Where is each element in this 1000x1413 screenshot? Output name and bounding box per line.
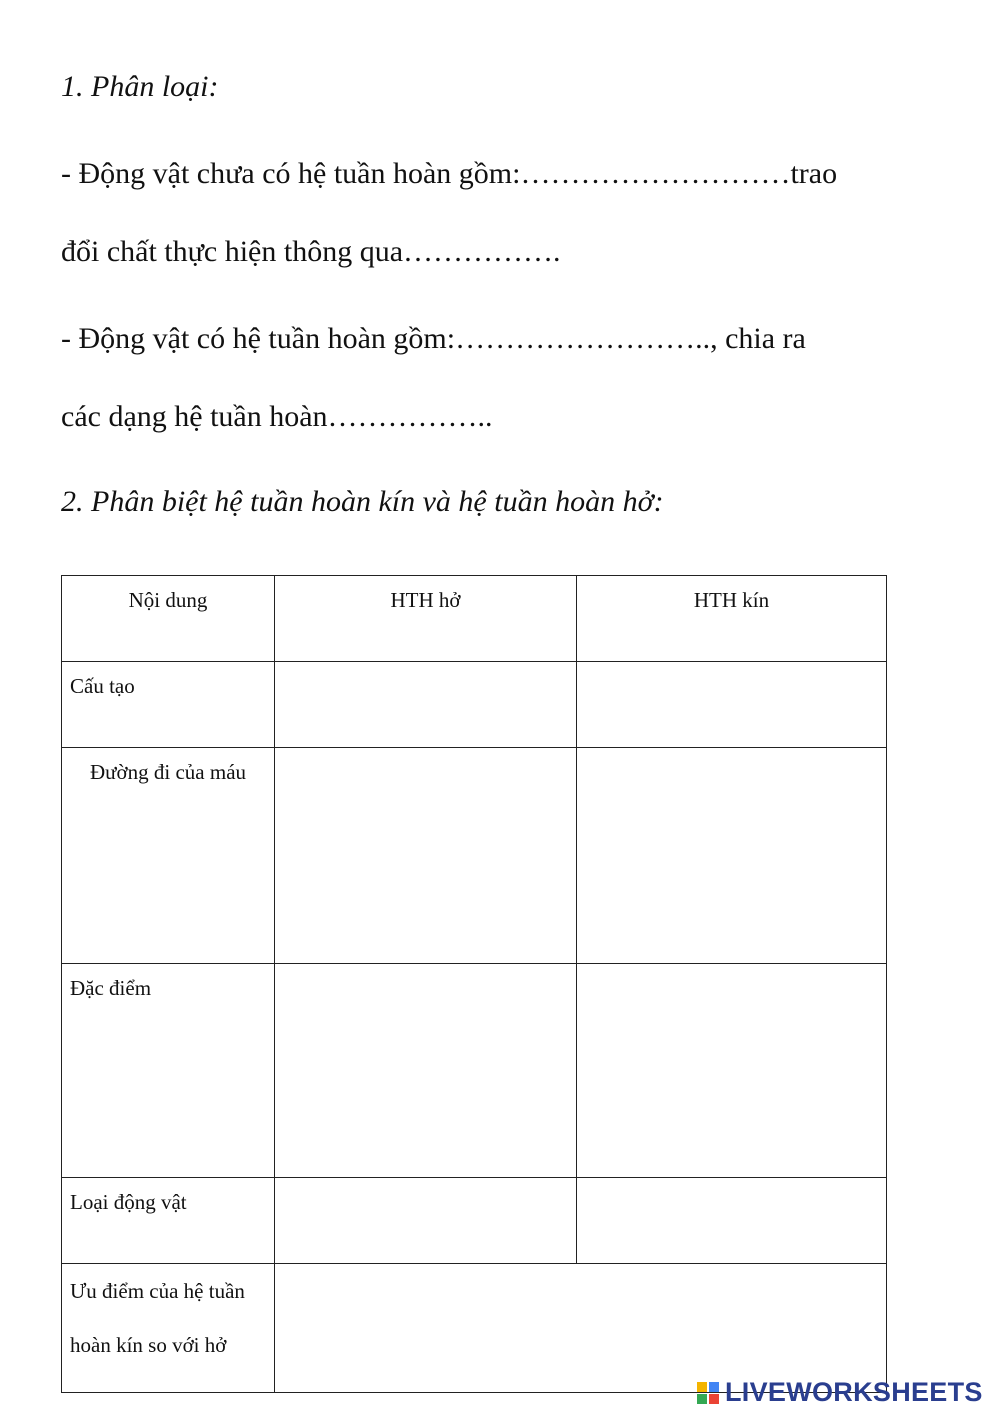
table-row bbox=[62, 662, 887, 748]
row-label-blood-path: Đường đi của máu bbox=[62, 748, 275, 964]
table-row bbox=[62, 1264, 887, 1393]
answer-cell-advantages[interactable] bbox=[275, 1264, 887, 1393]
answer-cell-closed-animal-types[interactable] bbox=[577, 1178, 887, 1264]
comparison-table bbox=[61, 575, 887, 1393]
table-row bbox=[62, 964, 887, 1178]
answer-cell-open-blood-path[interactable] bbox=[275, 748, 577, 964]
liveworksheets-logo-icon bbox=[697, 1382, 719, 1404]
answer-cell-closed-blood-path[interactable] bbox=[577, 748, 887, 964]
answer-cell-closed-characteristics[interactable] bbox=[577, 964, 887, 1178]
table-header-row bbox=[62, 576, 887, 662]
answer-cell-closed-structure[interactable] bbox=[577, 662, 887, 748]
table-row bbox=[62, 748, 887, 964]
row-label-structure: Cấu tạo bbox=[62, 662, 275, 748]
row-label-characteristics: Đặc điểm bbox=[62, 964, 275, 1178]
header-content: Nội dung bbox=[62, 576, 275, 662]
row-label-advantages-line-1: Ưu điểm của hệ tuần bbox=[70, 1279, 245, 1303]
answer-cell-open-structure[interactable] bbox=[275, 662, 577, 748]
row-label-advantages-line-2: hoàn kín so với hở bbox=[70, 1333, 227, 1357]
answer-cell-open-animal-types[interactable] bbox=[275, 1178, 577, 1264]
liveworksheets-logo bbox=[697, 1377, 983, 1408]
line-with-circulatory-2: các dạng hệ tuần hoàn…………….. bbox=[61, 400, 493, 433]
row-label-animal-types: Loại động vật bbox=[62, 1178, 275, 1264]
table-row bbox=[62, 1178, 887, 1264]
header-closed-system: HTH kín bbox=[577, 576, 887, 662]
line-no-circulatory-2: đổi chất thực hiện thông qua……………. bbox=[61, 235, 561, 268]
liveworksheets-logo-text: LIVEWORKSHEETS bbox=[725, 1377, 983, 1407]
row-label-advantages bbox=[62, 1264, 275, 1393]
section-2-heading: 2. Phân biệt hệ tuần hoàn kín và hệ tuần hoàn hở: bbox=[61, 485, 664, 518]
line-no-circulatory-1: - Động vật chưa có hệ tuần hoàn gồm:………………………trao bbox=[61, 157, 838, 190]
answer-cell-open-characteristics[interactable] bbox=[275, 964, 577, 1178]
section-1-heading: 1. Phân loại: bbox=[61, 70, 219, 103]
header-open-system: HTH hở bbox=[275, 576, 577, 662]
line-with-circulatory-1: - Động vật có hệ tuần hoàn gồm:…………………….., chia ra bbox=[61, 322, 806, 355]
